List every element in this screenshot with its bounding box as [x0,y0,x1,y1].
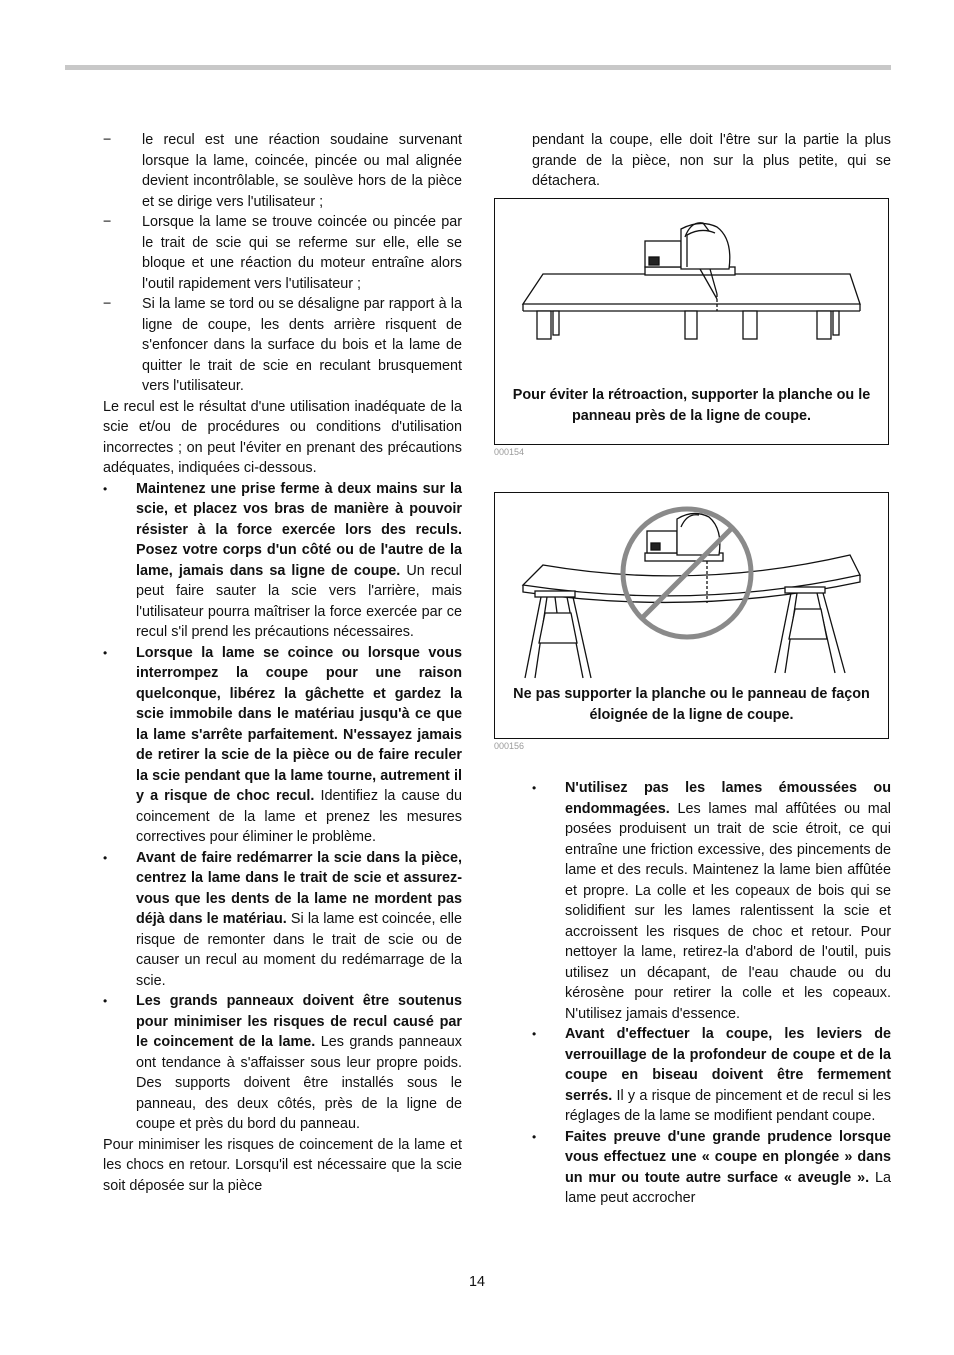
figure-supported-far-cut [494,492,889,739]
bullet-marker: • [532,1027,537,1041]
bullet-text: Les grands panneaux ont tendance à s'affaisser sous leur propre poids. Des supports doivent être installés sous le panneau, des deux côtés, près de la ligne de coupe et près du bord du panneau. [136,1034,463,1132]
dash-item [103,294,462,397]
bullet-text: Les lames mal affûtées ou mal posées produisent un trait de scie étroit, ce qui entraîne une friction excessive, des pincements de lame et des reculs. Maintenez la lame bien affûtée et propre. La colle et les copeaux de bois qui se solidifient sur les lames ralentissent la scie et accroissent les risques de choc et retour. Pour nettoyer la lame, retirez-la d'abord de l'outil, puis utilisez un décapant, de l'eau chaude ou du kérosène pour retirer la colle et les copeaux. N'utilisez jamais d'essence. [565,800,891,1022]
dash-marker: − [103,214,112,230]
dash-marker: − [103,132,112,148]
bullet-text: Identifiez la cause du coincement de la lame et prenez les mesures correctives pour éliminer le problème. [136,788,462,845]
figure-supported-near-cut [494,198,889,445]
bullet-marker: • [532,781,537,795]
bullet-item [532,778,891,1024]
bullet-item [103,479,462,643]
right-column-top [494,130,891,192]
bullet-marker: • [103,481,108,496]
figure-code: 000154 [494,447,525,457]
right-column-bullets [532,778,891,1209]
bullet-marker: • [103,994,108,1008]
dash-text: le recul est une réaction soudaine survenant lorsque la lame, coincée, pincée ou mal alignée devient incontrôlable, se soulève hors de la pièce et se dirige vers l'utilisateur ; [142,132,462,210]
bullet-item [103,991,462,1135]
bullet-item [103,643,462,848]
header-rule [65,65,891,70]
left-column [103,130,462,1196]
bullet-item [103,848,462,992]
bullet-item [532,1127,891,1209]
dash-text: Lorsque la lame se trouve coincée ou pincée par le trait de scie qui se referme sur elle, elle se bloque et une réaction du moteur entraîne alors l'outil rapidement vers l'utilisateur ; [142,214,462,292]
bullet-item [532,1024,891,1127]
dash-text: Si la lame se tord ou se désaligne par rapport à la ligne de coupe, les dents arrière risquent de s'enfoncer dans la surface du bois et la lame de quitter le trait de scie en reculant brusquement vers l'utilisateur. [142,296,462,394]
bullet-bold: Faites preuve d'une grande prudence lorsque vous effectuez une « coupe en plongée » dans un mur ou toute autre surface « aveugle ». [565,1128,891,1186]
bullet-text: Il y a risque de pincement et de recul si les réglages de la lame se modifient pendant coupe. [565,1087,891,1124]
bullet-text: La lame peut accrocher [565,1169,891,1206]
figure-caption: Pour éviter la rétroaction, supporter la planche ou le panneau près de la ligne de coupe. [512,387,871,424]
bullet-bold: Maintenez une prise ferme à deux mains sur la scie, et placez vos bras de manière à pouvoir résister à la force exercée lors des reculs. Posez votre corps d'un côté ou de l'autre de la lame, jamais dans sa ligne de coupe. [136,480,462,579]
paragraph: Pour minimiser les risques de coincement de la lame et les chocs en retour. Lorsqu'il est nécessaire que la scie soit déposée sur la pièce [103,1136,462,1194]
bullet-bold: N'utilisez pas les lames émoussées ou endommagées. [565,780,891,817]
bullet-text: Si la lame est coincée, elle risque de remonter dans le trait de scie ou de causer un recul au moment du redémarrage de la scie. [136,911,462,989]
bullet-marker: • [103,645,108,660]
paragraph: Le recul est le résultat d'une utilisation inadéquate de la scie et/ou de procédures ou conditions d'utilisation incorrectes ; on peut l'éviter en prenant des précautions adéquates, indiquées ci-dessous. [103,398,462,476]
figure-caption: Ne pas supporter la planche ou le panneau de façon éloignée de la ligne de coupe. [513,686,870,723]
paragraph-continuation: pendant la coupe, elle doit l'être sur la partie la plus grande de la pièce, non sur la plus petite, qui se détachera. [532,132,891,189]
bullet-bold: Lorsque la lame se coince ou lorsque vous interrompez la coupe pour une raison quelconque, libérez la gâchette et gardez la scie immobile dans le matériau jusqu'à ce que la lame s'arrête parfaitement. N'essayez jamais de retirer la scie de la pièce ou de faire reculer la scie pendant que la lame tourne, autrement il y a risque de choc recul. [136,644,462,804]
bullet-bold: Avant d'effectuer la coupe, les leviers de verrouillage de la profondeur de coupe et de la coupe en biseau doivent être fermement serrés. [565,1026,891,1104]
page-number: 14 [468,1274,485,1290]
bullet-bold: Avant de faire redémarrer la scie dans la pièce, centrez la lame dans le trait de scie et assurez-vous que les dents de la lame ne mordent pas déjà dans le matériau. [136,849,462,927]
figure-code: 000156 [494,741,525,751]
dash-marker: − [103,296,112,312]
bullet-marker: • [532,1129,537,1144]
bullet-bold: Les grands panneaux doivent être soutenus pour minimiser les risques de recul causé par le coincement de la lame. [136,993,462,1050]
dash-item [103,212,462,294]
dash-item [103,130,462,212]
bullet-marker: • [103,850,108,865]
bullet-text: Un recul peut faire sauter la scie vers l'arrière, mais l'utilisateur pourra maîtriser la force exercée par ce recul s'il prend les précautions nécessaires. [136,562,462,640]
